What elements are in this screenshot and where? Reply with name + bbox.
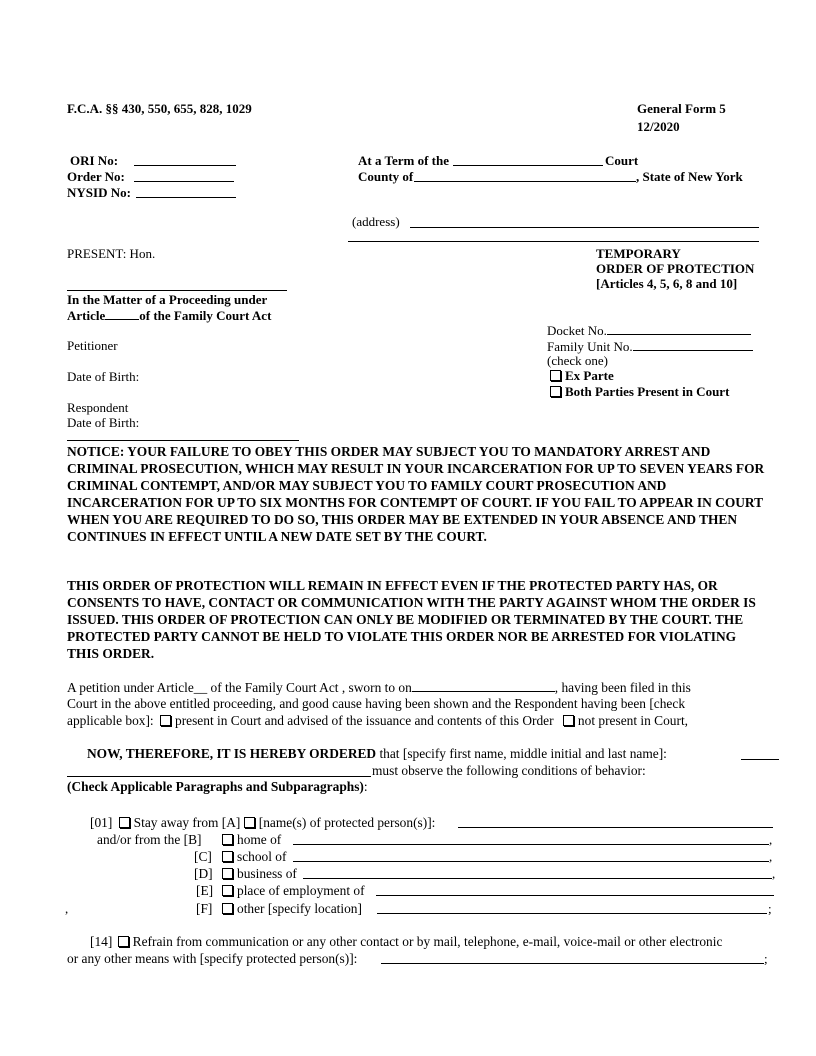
notice-arrest: NOTICE: YOUR FAILURE TO OBEY THIS ORDER MAY SUBJECT YOU TO MANDATORY ARREST AND CRIMINAL PROSECUTION, WHICH MAY RESULT IN YOUR INCARCERATION FOR UP TO SEVEN YEARS FOR CRIMINAL CONTEMPT, AND/OR MAY SUBJECT YOU TO FAMILY COURT PROSECUTION AND INCARCERATION FOR UP TO SIX MONTHS FOR CONTEMPT OF COURT. IF YOU FAIL TO APPEAR IN COURT WHEN YOU ARE REQUIRED TO DO SO, THIS ORDER MAY BE EXTENDED IN YOUR ABSENCE AND THEN CONTINUES IN EFFECT UNTIL A NEW DATE SET BY THE COURT.	[67, 444, 765, 544]
docket-field[interactable]	[607, 322, 751, 335]
sworn-date-field[interactable]	[412, 679, 555, 692]
order-title-line2: ORDER OF PROTECTION	[596, 261, 755, 276]
school-of-field[interactable]	[293, 861, 769, 862]
para01-checkbox[interactable]	[119, 817, 130, 828]
para14-checkbox[interactable]	[118, 936, 129, 947]
employment-field[interactable]	[376, 895, 774, 896]
petition-line1: A petition under Article__ of the Family Court Act , sworn to on , having been filed in this	[67, 680, 691, 695]
para01-f-label: [F]	[196, 901, 213, 916]
nysid-field[interactable]	[136, 197, 236, 198]
county-label: County of	[358, 169, 414, 184]
para01-e-checkbox[interactable]	[222, 885, 233, 896]
respondent-name-field-line2[interactable]	[67, 776, 371, 777]
para01-c-label: [C]	[194, 849, 212, 864]
address-field-line2[interactable]	[348, 241, 759, 242]
para01-line1: [01] Stay away from [A] [name(s) of protected person(s)]:	[90, 815, 436, 830]
statute-citation: F.C.A. §§ 430, 550, 655, 828, 1029	[67, 101, 252, 116]
respondent-name-field[interactable]	[741, 759, 779, 760]
petitioner-label: Petitioner	[67, 338, 118, 353]
para01-f-option: other [specify location]	[222, 901, 362, 917]
para01-d-label: [D]	[194, 866, 213, 881]
para14-line1: [14] Refrain from communication or any other contact or by mail, telephone, e-mail, voice-mail or other electronic	[90, 934, 723, 949]
para01-c-option: school of	[222, 849, 286, 865]
para01-d-checkbox[interactable]	[222, 868, 233, 879]
business-of-field[interactable]	[303, 878, 772, 879]
protected-persons-field[interactable]	[458, 827, 773, 828]
para01-e-label: [E]	[196, 883, 214, 898]
ex-parte-option[interactable]: Ex Parte	[550, 368, 614, 384]
para14-persons-field[interactable]	[381, 963, 764, 964]
form-date: 12/2020	[637, 119, 680, 134]
para01-f-comma: ,	[65, 901, 69, 916]
docket-label: Docket No.	[547, 322, 751, 339]
para01-f-semicolon: ;	[768, 901, 772, 916]
order-title-articles: [Articles 4, 5, 6, 8 and 10]	[596, 276, 738, 291]
present-judge: PRESENT: Hon.	[67, 246, 156, 261]
family-unit-label: Family Unit No.	[547, 338, 753, 355]
order-title-line1: TEMPORARY	[596, 246, 681, 261]
caption-top-rule	[67, 290, 287, 291]
order-field[interactable]	[134, 181, 234, 182]
para01-f-checkbox[interactable]	[222, 903, 233, 914]
form-name: General Form 5	[637, 101, 726, 116]
not-present-checkbox[interactable]	[563, 715, 574, 726]
para01-b-checkbox[interactable]	[222, 834, 233, 845]
para01-b-option: home of	[222, 832, 281, 848]
comma-c: ,	[769, 849, 773, 864]
para01-e-option: place of employment of	[222, 883, 365, 899]
present-in-court-checkbox[interactable]	[160, 715, 171, 726]
article-number-field[interactable]	[105, 307, 139, 320]
para01-d-option: business of	[222, 866, 297, 882]
nysid-label: NYSID No:	[67, 185, 131, 200]
petitioner-dob-label: Date of Birth:	[67, 369, 140, 384]
matter-line2: Article of the Family Court Act	[67, 308, 272, 323]
para14-line2: or any other means with [specify protected person(s)]:	[67, 951, 358, 966]
petition-line2: Court in the above entitled proceeding, and good cause having been shown and the Respondent having been [check	[67, 696, 686, 711]
state-label: , State of New York	[636, 169, 743, 184]
family-unit-field[interactable]	[633, 338, 753, 351]
matter-line1: In the Matter of a Proceeding under	[67, 292, 268, 307]
para01-b-label: and/or from the [B]	[97, 832, 202, 847]
check-one-label: (check one)	[547, 353, 608, 368]
ori-field[interactable]	[134, 165, 236, 166]
both-parties-option[interactable]: Both Parties Present in Court	[550, 384, 729, 400]
respondent-dob-label: Date of Birth:	[67, 415, 140, 430]
para14-semicolon: ;	[764, 951, 768, 966]
county-field[interactable]	[414, 181, 636, 182]
para01-a-checkbox[interactable]	[244, 817, 255, 828]
court-label: Court	[605, 153, 639, 168]
ex-parte-checkbox[interactable]	[550, 370, 561, 381]
comma-d: ,	[772, 866, 776, 881]
other-location-field[interactable]	[377, 913, 767, 914]
para01-c-checkbox[interactable]	[222, 851, 233, 862]
ordered-line3: (Check Applicable Paragraphs and Subparagraphs):	[67, 779, 368, 794]
respondent-label: Respondent	[67, 400, 129, 415]
both-parties-checkbox[interactable]	[550, 386, 561, 397]
ordered-line1: NOW, THEREFORE, IT IS HEREBY ORDERED that [specify first name, middle initial and last name]:	[87, 746, 667, 761]
court-name-field[interactable]	[453, 165, 603, 166]
address-label: (address)	[352, 214, 400, 229]
petition-line3: applicable box]: present in Court and advised of the issuance and contents of this Order not present in Court,	[67, 713, 689, 728]
notice-remains-in-effect: THIS ORDER OF PROTECTION WILL REMAIN IN EFFECT EVEN IF THE PROTECTED PARTY HAS, OR CONSENTS TO HAVE, CONTACT OR COMMUNICATION WITH THE PARTY AGAINST WHOM THE ORDER IS ISSUED. THIS ORDER OF PROTECTION CAN ONLY BE MODIFIED OR TERMINATED BY THE COURT. THE PROTECTED PARTY CANNOT BE HELD TO VIOLATE THIS ORDER NOR BE ARRESTED FOR VIOLATING THIS ORDER.	[67, 578, 756, 661]
ori-label: ORI No:	[70, 153, 119, 168]
order-label: Order No:	[67, 169, 125, 184]
comma-b: ,	[769, 832, 773, 847]
home-of-field[interactable]	[293, 844, 769, 845]
term-label: At a Term of the	[358, 153, 449, 168]
ordered-line2: must observe the following conditions of behavior:	[372, 763, 646, 778]
caption-bottom-rule	[67, 440, 299, 441]
address-field[interactable]	[410, 227, 759, 228]
